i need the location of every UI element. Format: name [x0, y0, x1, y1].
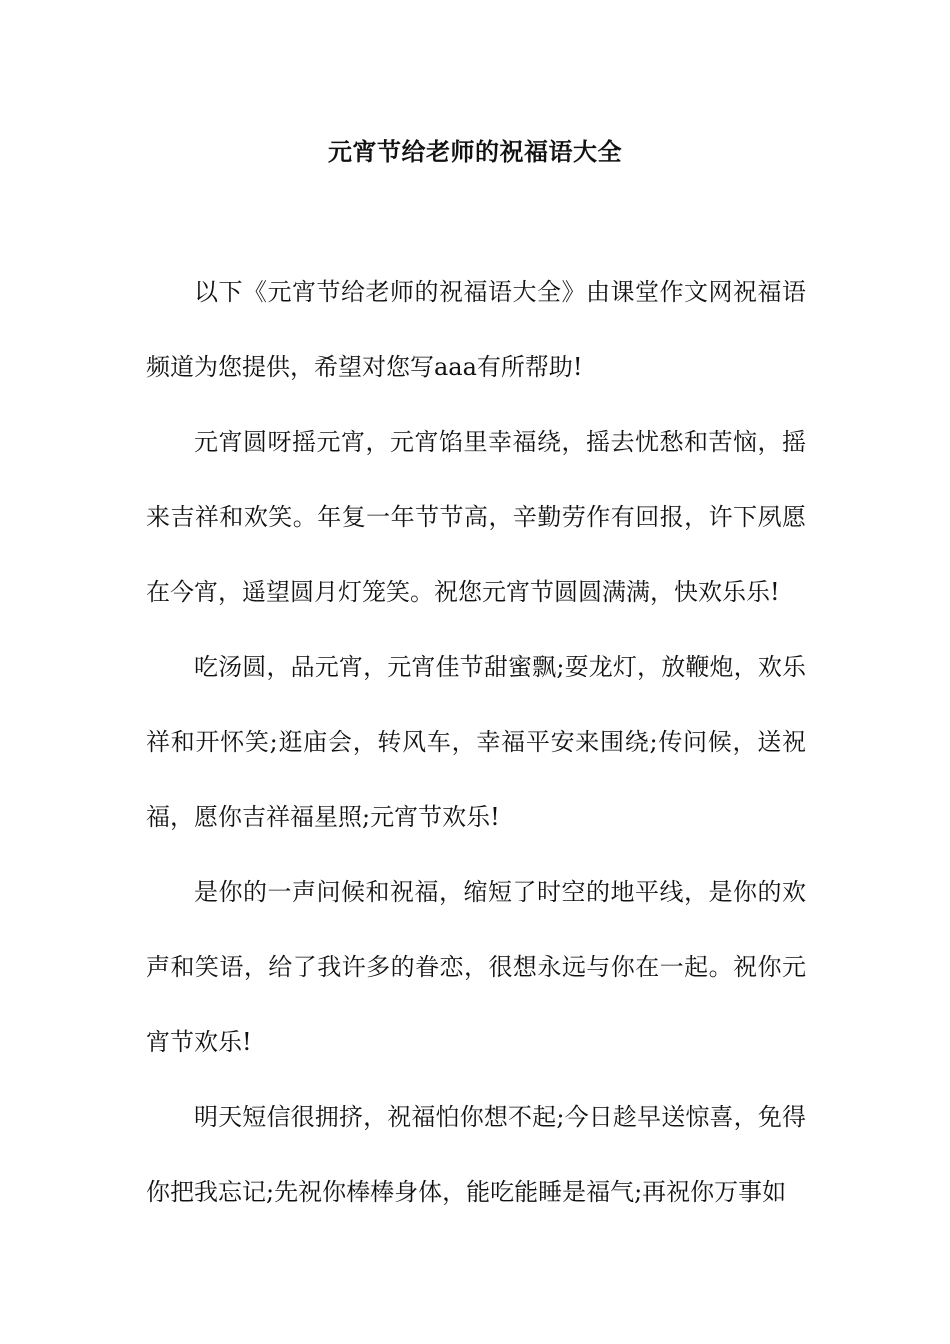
- document-title: 元宵节给老师的祝福语大全: [328, 137, 622, 166]
- paragraph-blessing-3: 是你的一声问候和祝福，缩短了时空的地平线，是你的欢声和笑语，给了我许多的眷恋，很想永远与你在一起。祝你元宵节欢乐!: [146, 878, 806, 1056]
- paragraph-blessing-2: 吃汤圆，品元宵，元宵佳节甜蜜飘;耍龙灯，放鞭炮，欢乐祥和开怀笑;逛庙会，转风车，幸福平安来围绕;传问候，送祝福，愿你吉祥福星照;元宵节欢乐!: [146, 653, 806, 831]
- document-body: [146, 255, 806, 1230]
- paragraph-blessing-4: 明天短信很拥挤，祝福怕你想不起;今日趁早送惊喜，免得你把我忘记;先祝你棒棒身体，能吃能睡是福气;再祝你万事如: [146, 1103, 806, 1206]
- paragraph-intro: 以下《元宵节给老师的祝福语大全》由课堂作文网祝福语频道为您提供，希望对您写aaa有所帮助!: [146, 278, 806, 381]
- paragraph-blessing-1: 元宵圆呀摇元宵，元宵馅里幸福绕，摇去忧愁和苦恼，摇来吉祥和欢笑。年复一年节节高，辛勤劳作有回报，许下夙愿在今宵，遥望圆月灯笼笑。祝您元宵节圆圆满满，快欢乐乐!: [146, 428, 806, 606]
